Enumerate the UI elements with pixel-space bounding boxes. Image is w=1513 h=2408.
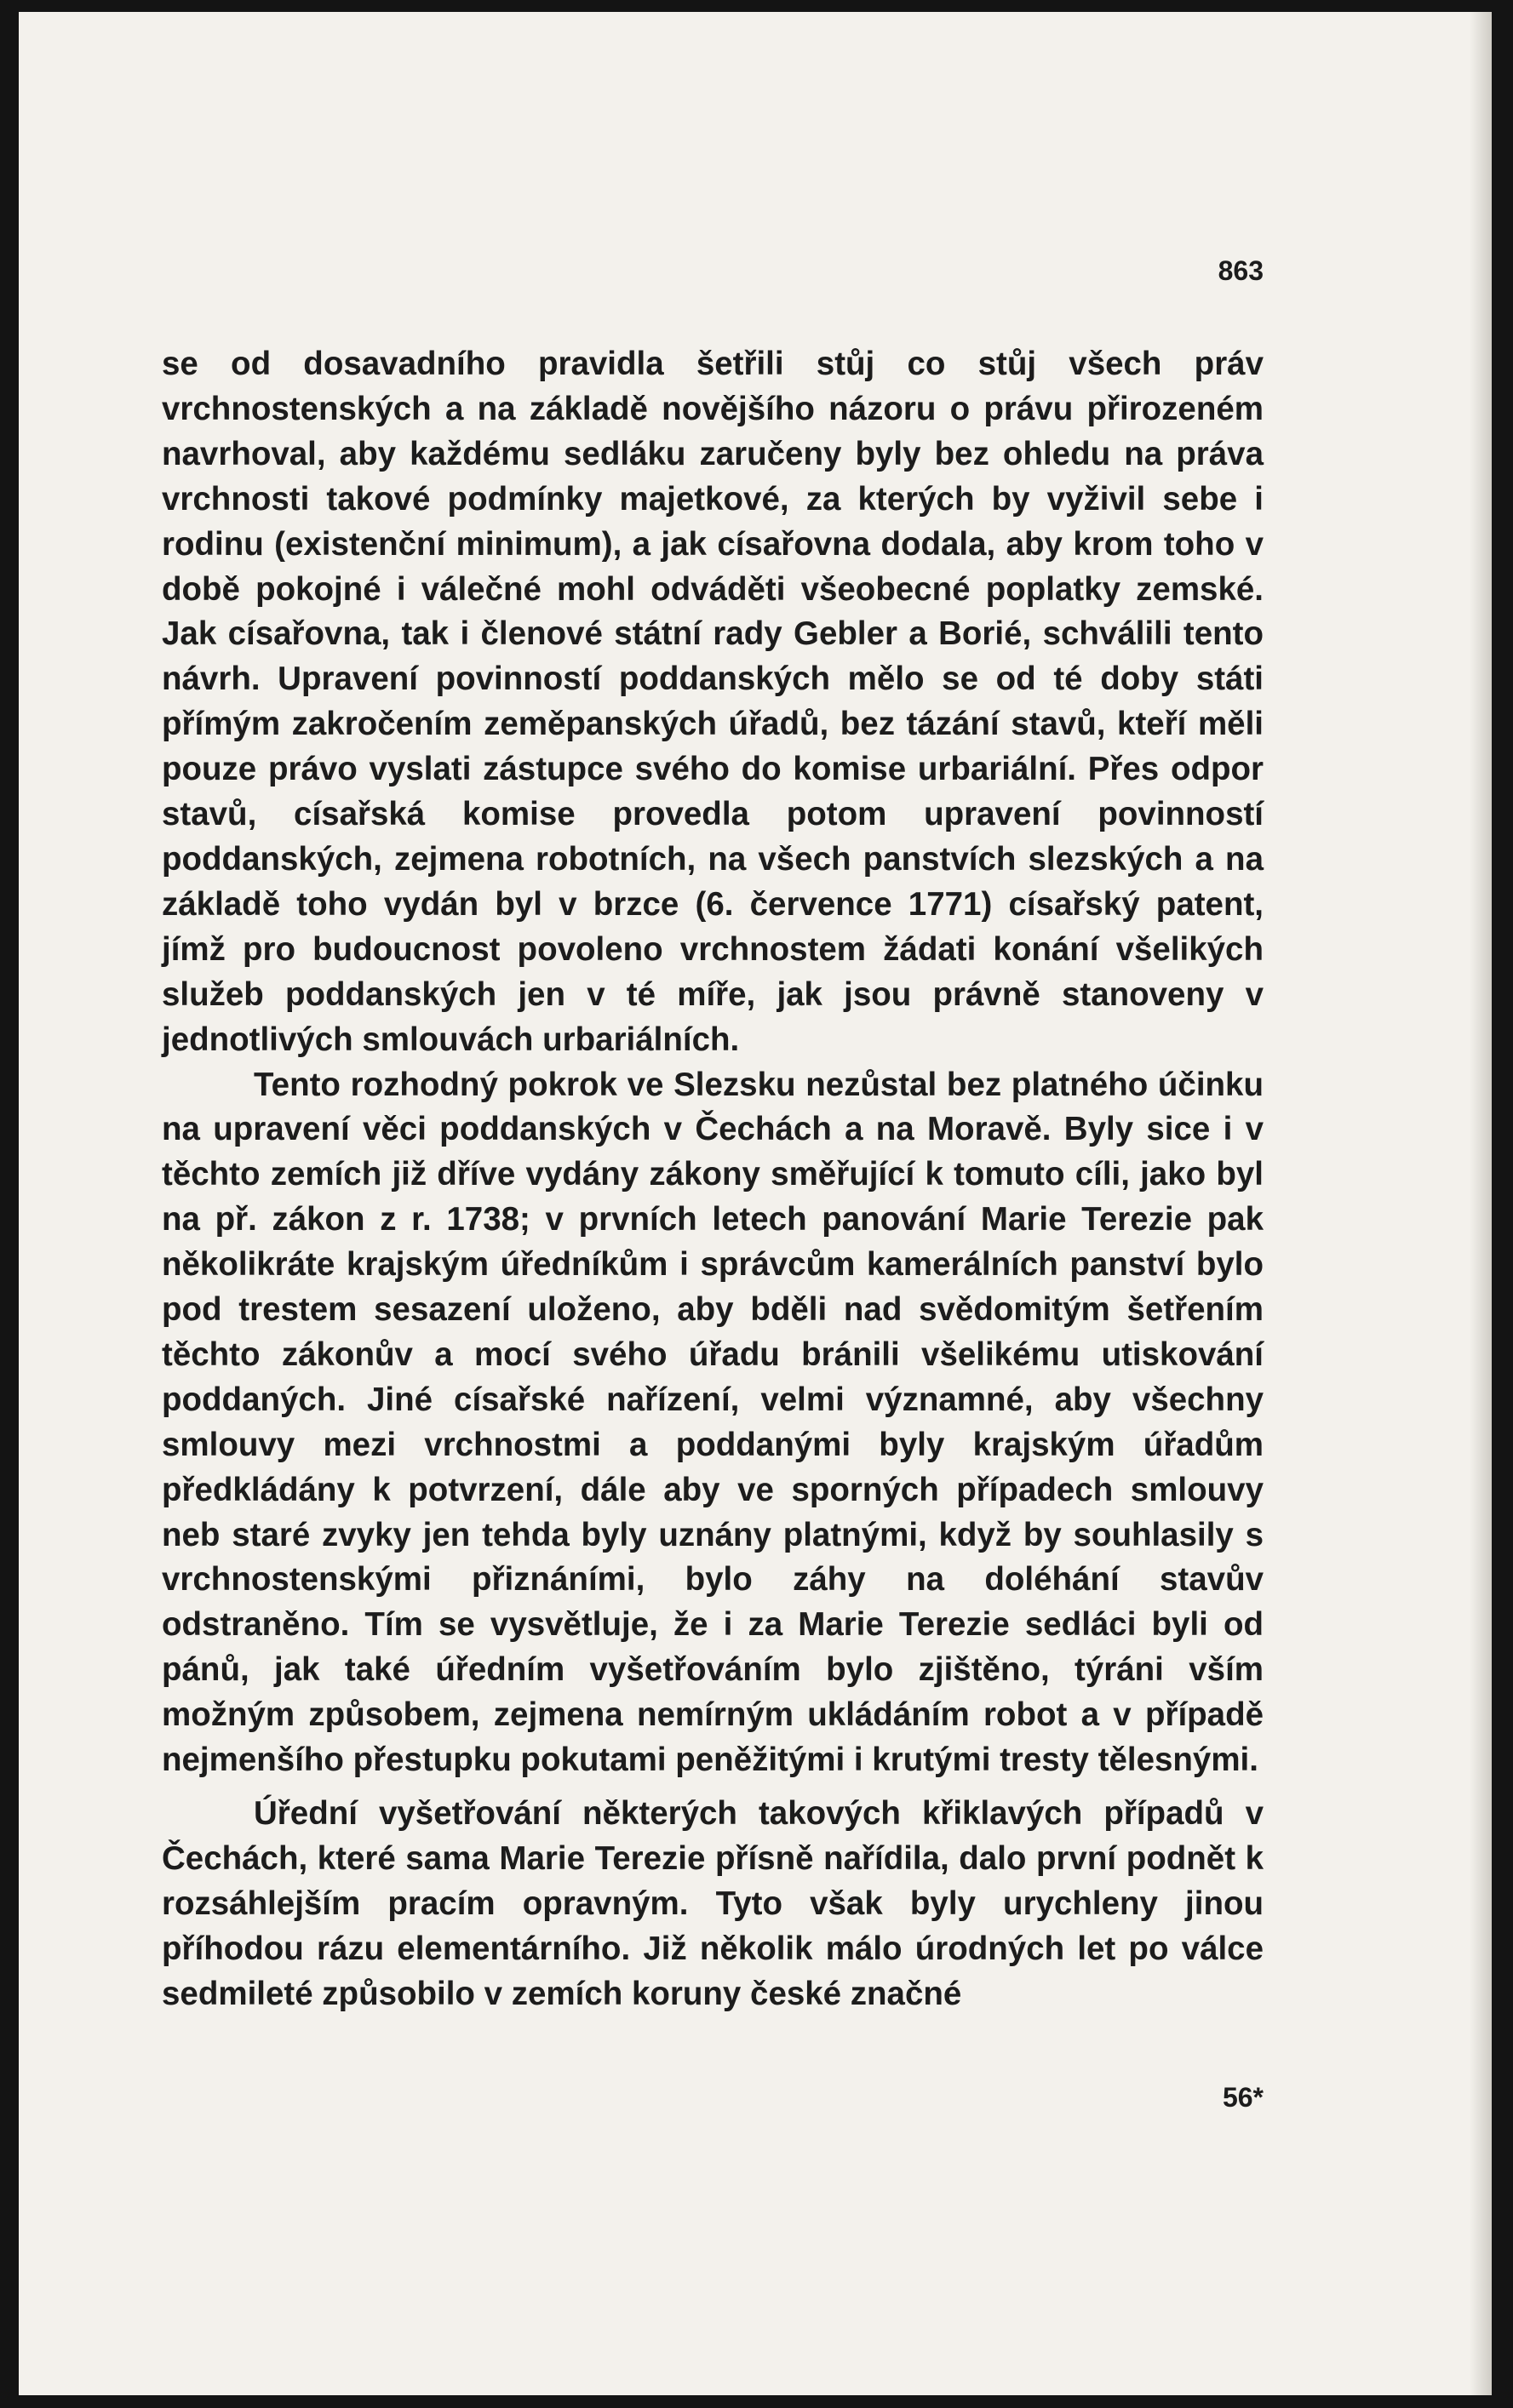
book-page — [19, 12, 1492, 2395]
body-text — [162, 342, 1264, 2017]
paragraph-3: Úřední vyšetřování některých takových křiklavých případů v Čechách, které sama Marie Terezie přísně nařídila, dalo první podnět k rozsáhlejším pracím opravným. Tyto však byly urychleny jinou příhodou rázu elementárního. Již několik málo úrodných let po válce sedmileté způsobilo v zemích koruny české značné — [162, 1795, 1264, 2012]
page-number: 863 — [1218, 255, 1264, 286]
paragraph-2: Tento rozhodný pokrok ve Slezsku nezůstal bez platného účinku na upravení věci poddanských v Čechách a na Moravě. Byly sice i v těchto zemích již dříve vydány zákony směřující k tomuto cíli, jako byl na př. zákon z r. 1738; v prvních letech panování Marie Terezie pak několikráte krajským úředníkům i správcům kamerálních panství bylo pod trestem sesazení uloženo, aby bděli nad svědomitým šetřením těchto zákonův a mocí svého úřadu bránili všelikému utiskování poddaných. Jiné císařské nařízení, velmi významné, aby všechny smlouvy mezi vrchnostmi a poddanými byly krajským úřadům předkládány k potvrzení, dále aby ve sporných případech smlouvy neb staré zvyky jen tehda byly uznány platnými, když by souhlasily s vrchnostenskými přiznáními, bylo záhy na doléhání stavův odstraněno. Tím se vysvětluje, že i za Marie Terezie sedláci byli od pánů, jak také úředním vyšetřováním bylo zjištěno, týráni vším možným způsobem, zejmena nemírným ukládáním robot a v případě nejmenšího přestupku pokutami peněžitými i krutými tresty tělesnými. — [162, 1066, 1264, 1779]
paragraph-1: se od dosavadního pravidla šetřili stůj co stůj všech práv vrchnostenských a na základě novějšího názoru o právu přirozeném navrhoval, aby každému sedláku zaručeny byly bez ohledu na práva vrchnosti takové podmínky majetkové, za kterých by vyživil sebe i rodinu (existenční minimum), a jak císařovna dodala, aby krom toho v době pokojné i válečné mohl odváděti všeobecné poplatky zemské. Jak císařovna, tak i členové státní rady Gebler a Borié, schválili tento návrh. Upravení povinností poddanských mělo se od té doby státi přímým zakročením zeměpanských úřadů, bez tázání stavů, kteří měli pouze právo vyslati zástupce svého do komise urbariální. Přes odpor stavů, císařská komise provedla potom upravení povinností poddanských, zejmena robotních, na všech panstvích slezských a na základě toho vydán byl v brzce (6. července 1771) císařský patent, jímž pro budoucnost povoleno vrchnostem žádati konání všelikých služeb poddanských jen v té míře, jak jsou právně stanoveny v jednotlivých smlouvách urbariálních. — [162, 346, 1264, 1058]
page-edge-shadow — [1470, 12, 1492, 2395]
printer-signature-mark: 56* — [1222, 2082, 1264, 2113]
